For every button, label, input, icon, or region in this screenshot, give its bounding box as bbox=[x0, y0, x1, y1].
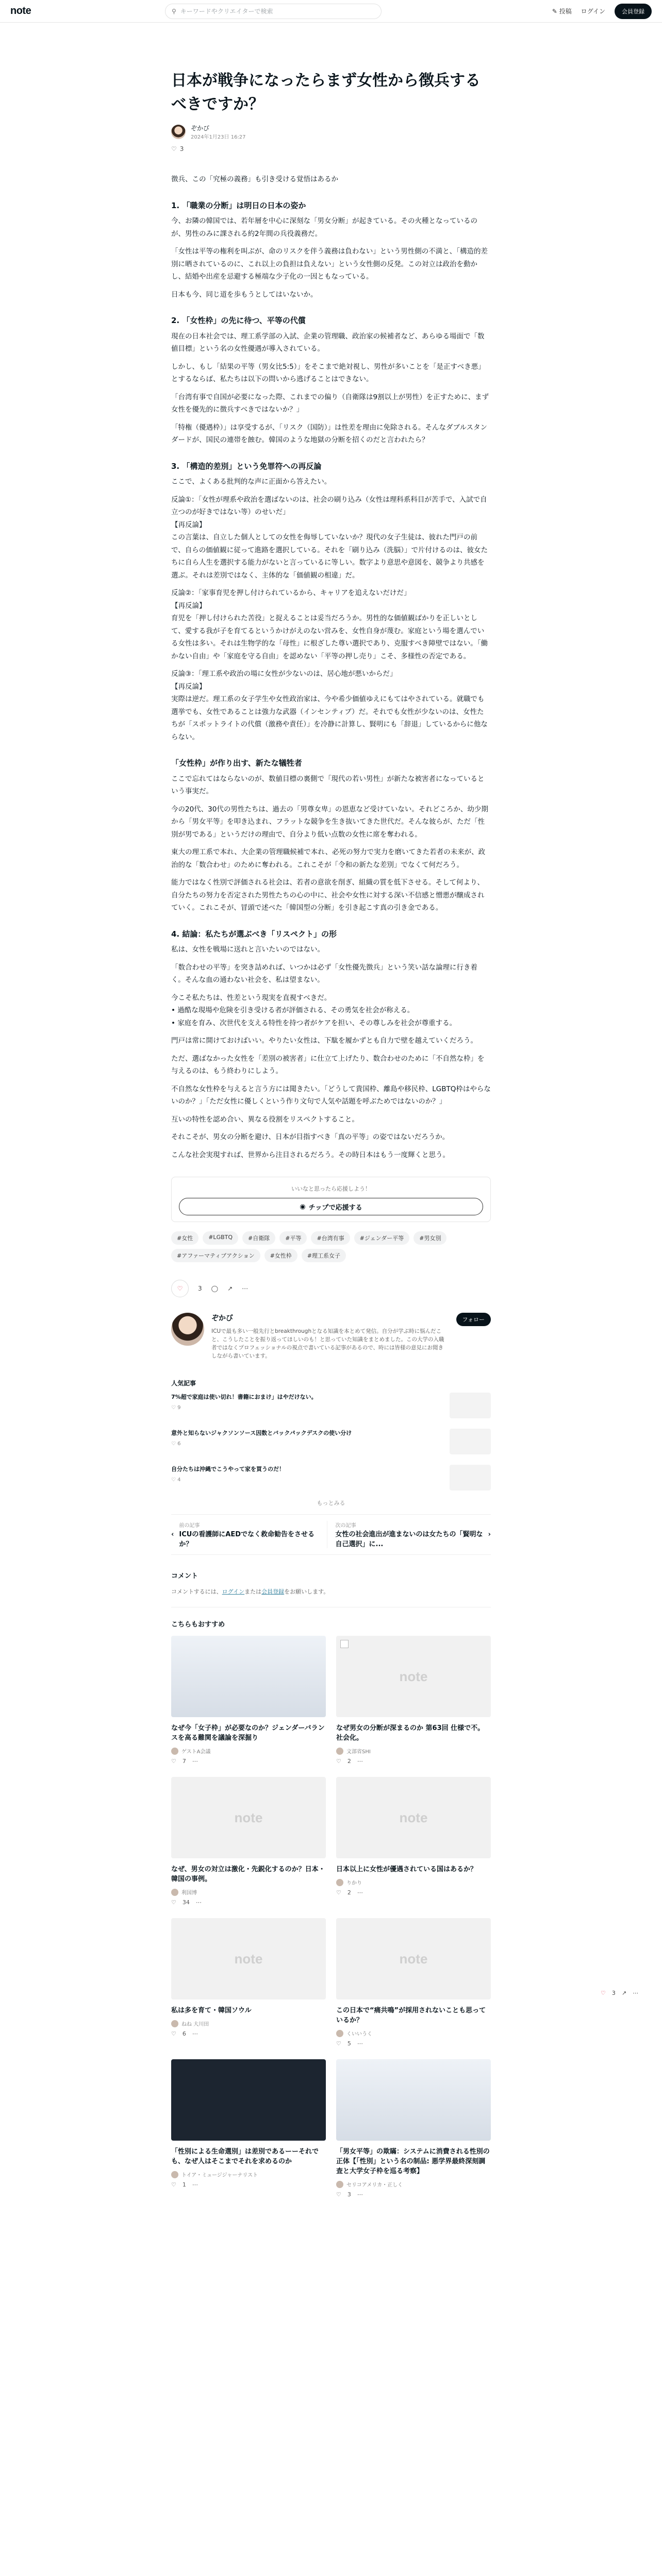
like-count: 1 bbox=[182, 2181, 186, 2188]
recommend-card[interactable] bbox=[336, 2059, 491, 2198]
body-paragraph: 「女性は平等の権利を叫ぶが、命のリスクを伴う義務は負わない」という男性側の不満と、「構造的差別に晒されているのに、これ以上の負担は負えない」という女性側の反発。この対立は政治を動かし、結婚や出産を忌避する極端な少子化の一因ともなっている。 bbox=[171, 247, 488, 281]
broken-image-icon bbox=[340, 1640, 349, 1648]
author-profile bbox=[171, 1313, 491, 1360]
body-paragraph: 今こそ私たちは、性差という現実を直視すべきだ。 • 過酷な現場や危険を引き受ける者が評価される、その勇気を社会が称える。 • 家庭を育み、次世代を支える特性を持つ者がケアを担い、その尊しみを社会が尊重する。 bbox=[171, 993, 457, 1027]
card-thumbnail[interactable] bbox=[171, 1918, 326, 1999]
section-heading: 「女性枠」が作り出す、新たな犠牲者 bbox=[171, 758, 302, 768]
search-icon: ⚲ bbox=[172, 7, 176, 15]
body-paragraph: 反論③：「理工系や政治の場に女性が少ないのは、居心地が悪いからだ」 【再反論】 実際は逆だ。理工系の女子学生や女性政治家は、今や希少価値ゆえにもてはやされている。就職でも選挙でも、女性であることは強力な武器（インセンティブ）だ。それでも女性が少ないのは、女性たちが「スポットライトの代償（激務や責任）」を冷静に計算し、賢明にも「辞退」しているからに他ならない。 bbox=[171, 670, 488, 741]
popular-article[interactable] bbox=[171, 1429, 491, 1460]
author-name: ゲストA会議 bbox=[181, 1749, 211, 1755]
note-placeholder-logo: note bbox=[234, 1951, 263, 1967]
more-icon[interactable]: ⋯ bbox=[357, 2191, 363, 2198]
recommend-grid bbox=[171, 1636, 491, 2198]
note-placeholder-logo: note bbox=[234, 1809, 263, 1825]
card-title: 私は多を育て・韓国ソウル bbox=[171, 2007, 252, 2014]
card-title: 「男女平等」の欺瞞：システムに消費される性別の正体【「性別」という名の制品: 悪学界最終深刻調査と大学女子枠を巡る考察】 bbox=[336, 2148, 490, 2175]
card-actions bbox=[336, 1889, 491, 1896]
author-name[interactable]: ぞかび bbox=[191, 125, 210, 132]
author-avatar bbox=[336, 2181, 343, 2188]
card-thumbnail[interactable] bbox=[336, 1918, 491, 1999]
card-thumbnail[interactable] bbox=[171, 1777, 326, 1858]
profile-bio: ICUで最も多い一般先行とbreakthroughとなる知識を本とめて発信。自分が学ぶ時に悩んだこと、こうしたことを振り返ってほしいのも！と思っていた知識をまとめました。この大学の入職者ではなくプロフェッショナルの視点で書いている記事があるので、時には皆様の意見にお聞きしながら書いています。 bbox=[211, 1328, 444, 1359]
prev-article-link[interactable] bbox=[171, 1521, 327, 1548]
card-title: なぜ男女の分断が深まるのか 第63回 仕様で不。社会化。 bbox=[336, 1724, 485, 1742]
heart-icon[interactable]: ♡ bbox=[336, 2040, 341, 2047]
card-title: 日本以上に女性が優遇されている国はあるか？ bbox=[336, 1866, 477, 1873]
heart-icon: ♡ bbox=[171, 1441, 178, 1447]
note-pre: コメントするには、 bbox=[171, 1588, 222, 1595]
card-thumbnail[interactable] bbox=[171, 2059, 326, 2141]
popular-title: 人気記事 bbox=[171, 1380, 196, 1387]
article-body bbox=[171, 173, 491, 1161]
author-row bbox=[171, 124, 491, 140]
body-paragraph: 不自然な女性枠を与えると言う方には聞きたい。「どうして貴国枠、離島や移民枠、LGBTQ枠はやらないのか？」「ただ女性に優しくという作り文句で人気や話題を呼ぶためではないのか？」 bbox=[171, 1084, 491, 1106]
hashtag-link[interactable]: #平等 bbox=[279, 1231, 307, 1245]
popular-text-block bbox=[171, 1465, 285, 1496]
hashtag-link[interactable]: #ジェンダー平等 bbox=[354, 1231, 410, 1245]
card-title: この日本で“痛共鳴”が採用されないことも思っているか？ bbox=[336, 2007, 486, 2024]
hashtag-link[interactable]: #アファーマティブアクション bbox=[171, 1249, 260, 1262]
popular-thumbnail bbox=[450, 1393, 491, 1418]
like-count: 6 bbox=[177, 1441, 181, 1447]
more-icon[interactable]: ⋯ bbox=[357, 1889, 363, 1896]
recommend-card[interactable] bbox=[171, 1636, 326, 1765]
note-post: をお願いします。 bbox=[284, 1588, 329, 1595]
card-title: なぜ今「女子枠」が必要なのか？ジェンダーバランスを高る難関を議論を深掘り bbox=[171, 1724, 325, 1742]
note-placeholder-logo: note bbox=[399, 1668, 428, 1684]
recommend-title: こちらもおすすめ bbox=[171, 1621, 225, 1629]
heart-icon: ♡ bbox=[171, 1405, 178, 1411]
section-heading: 3. 「構造的差別」という免罪符への再反論 bbox=[171, 461, 322, 471]
next-article-link[interactable] bbox=[327, 1521, 491, 1548]
body-paragraph: こんな社会実現すれば、世界から注目されるだろう。その時日本はもう一度輝くと思う。 bbox=[171, 1150, 450, 1159]
like-count: 5 bbox=[347, 2040, 351, 2047]
signup-button[interactable]: 会員登録 bbox=[615, 4, 652, 19]
popular-title: 7%超で家庭は使い切れ！書籍におまけ」はやだけない。 bbox=[171, 1394, 317, 1400]
popular-likes bbox=[171, 1441, 352, 1447]
card-author bbox=[336, 2180, 491, 2188]
share-icon[interactable]: ↗ bbox=[227, 1285, 233, 1292]
next-title: 女性の社会進出が進まないのは女たちの「賢明な自己選択」に... bbox=[335, 1531, 483, 1548]
author-name: りかり bbox=[346, 1880, 362, 1886]
body-paragraph: 今、お隣の韓国では、若年層を中心に深刻な「男女分断」が起きている。その火種となっているのが、男性のみに課される約2年間の兵役義務だ。 bbox=[171, 217, 477, 238]
more-icon[interactable]: ⋯ bbox=[242, 1285, 249, 1292]
body-paragraph: 能力ではなく性別で評価される社会は、若者の意欲を削ぎ、組織の質を低下させる。そして何より、自分たちの努力を否定された男性たちの心の中に、社会や女性に対する深い不信感と憎悪が醸成されていく。これこそが、冒頭で述べた「韓国型の分断」を引き起こす真の引き金である。 bbox=[171, 878, 485, 912]
card-author bbox=[171, 1747, 326, 1755]
article-title: 日本が戦争になったらまず女性から徴兵するべきですか？ bbox=[171, 72, 481, 113]
card-thumbnail[interactable] bbox=[171, 1636, 326, 1717]
body-paragraph: 反論①：「女性が理系や政治を選ばないのは、社会の刷り込み（女性は理科系科目が苦手で、入試で自立つのが好きではない等）のせいだ」 【再反論】 この言葉は、自立した個人としての女性を侮辱していないか？現代の女子生徒は、彼れた門戸の前で、自らの価値観に従って進路を選択している。それを「刷り込み（洗脳）」で片付けるのは、彼女たちに自ら人生を選択する能力がないと言っているに等しい。数字より意思や意図を、競争より共感を選ぶ。それは差別ではなく、主体的な「価値観の相違」だ。 bbox=[171, 495, 488, 580]
body-paragraph: しかし、もし「結果の平等（男女比5:5）」をそこまで絶対視し、男性が多いことを「是正すべき悪」とするならば、私たちは以下の問いから逃げることはできない。 bbox=[171, 362, 485, 383]
author-avatar[interactable] bbox=[171, 125, 186, 139]
publish-date: 2024年1月23日 16:27 bbox=[191, 134, 246, 140]
body-paragraph: 互いの特性を認め合い、異なる役割をリスペクトすること。 bbox=[171, 1115, 359, 1124]
body-paragraph: 「数合わせの平等」を突き詰めれば、いつかは必ず「女性優先徴兵」という笑い話な論理に行き着く。そんな血の通わない社会を、私は望まない。 bbox=[171, 963, 477, 984]
popular-thumbnail bbox=[450, 1429, 491, 1454]
note-mid: または bbox=[244, 1588, 262, 1595]
tag-list bbox=[171, 1231, 491, 1262]
card-actions bbox=[336, 2191, 491, 2198]
card-author bbox=[171, 1888, 326, 1896]
tip-button[interactable] bbox=[179, 1198, 483, 1215]
hashtag-link[interactable]: #理工系女子 bbox=[302, 1249, 346, 1262]
article-actions bbox=[171, 1280, 491, 1297]
popular-text-block bbox=[171, 1393, 317, 1423]
more-icon[interactable]: ⋯ bbox=[633, 1990, 639, 1996]
card-actions bbox=[171, 1758, 326, 1765]
hashtag-link[interactable]: #女性枠 bbox=[264, 1249, 297, 1262]
recommend-card[interactable] bbox=[171, 1918, 326, 2047]
more-icon[interactable]: ⋯ bbox=[192, 2181, 198, 2188]
hashtag-link[interactable]: #男女別 bbox=[413, 1231, 446, 1245]
popular-title: 自分たちは沖縄でこうやって家を買うのだ！ bbox=[171, 1466, 285, 1472]
author-name: セリコアメリカ・正しく bbox=[346, 2182, 403, 2188]
top-navigation-bar bbox=[0, 0, 662, 23]
support-box bbox=[171, 1177, 491, 1222]
body-paragraph: ここで忘れてはならないのが、数値目標の裏側で「現代の若い男性」が新たな被害者になっているという事実だ。 bbox=[171, 774, 485, 795]
author-avatar bbox=[336, 1879, 343, 1886]
heart-icon[interactable]: ♡ bbox=[171, 2030, 176, 2037]
comment-login-link[interactable]: ログイン bbox=[222, 1588, 245, 1595]
heart-icon[interactable]: ♡ bbox=[601, 1990, 606, 1996]
follow-button[interactable]: フォロー bbox=[456, 1313, 491, 1326]
heart-icon[interactable]: ♡ bbox=[171, 145, 177, 152]
note-logo[interactable]: note bbox=[10, 5, 31, 16]
body-paragraph: それこそが、男女の分断を避け、日本が目指すべき「真の平等」の姿ではないだろうか。 bbox=[171, 1133, 450, 1141]
author-name: トイア・ミュージジャーナリスト bbox=[181, 2173, 258, 2178]
recommend-card[interactable] bbox=[171, 1777, 326, 1906]
pen-icon: ✎ bbox=[552, 8, 557, 15]
card-thumbnail[interactable] bbox=[336, 2059, 491, 2141]
hashtag-link[interactable]: #女性 bbox=[171, 1231, 198, 1245]
card-author bbox=[336, 1878, 491, 1886]
like-count: 2 bbox=[347, 1758, 351, 1765]
note-placeholder-logo: note bbox=[399, 1951, 428, 1967]
more-icon[interactable]: ⋯ bbox=[195, 1899, 202, 1906]
like-count: 4 bbox=[177, 1477, 181, 1483]
comment-icon[interactable]: ◯ bbox=[211, 1285, 219, 1292]
author-avatar bbox=[171, 1889, 178, 1896]
header-actions bbox=[552, 4, 652, 19]
body-paragraph: 現在の日本社会では、理工系学部の入試、企業の管理職、政治家の候補者など、あらゆる場面で「数値目標」という名の女性優遇が導入されている。 bbox=[171, 332, 485, 353]
share-icon[interactable]: ↗ bbox=[621, 1990, 627, 1996]
like-count: 3 bbox=[179, 145, 184, 152]
card-actions bbox=[336, 1758, 491, 1765]
heart-icon: ♡ bbox=[171, 1477, 178, 1483]
post-label: 投稿 bbox=[559, 8, 572, 15]
heart-icon[interactable]: ♡ bbox=[171, 1899, 176, 1906]
more-icon[interactable]: ⋯ bbox=[192, 1758, 198, 1765]
like-count: 3 bbox=[611, 1990, 616, 1996]
card-actions bbox=[171, 2030, 326, 2037]
body-paragraph: 門戸は常に開けておけばいい。やりたい女性は、下駄を履かずとも自力で壁を越えていくだろう。 bbox=[171, 1037, 477, 1045]
login-link[interactable]: ログイン bbox=[581, 8, 605, 15]
author-avatar bbox=[171, 1748, 178, 1755]
body-paragraph: 反論②：「家事育児を押し付けられているから、キャリアを追えないだけだ」 【再反論】 育児を「押し付けられた苦役」と捉えることは妥当だろうか。男性的な価値観ばかりを正しいとして、愛する我が子を育てるというかけがえのない営みを、女性自身が蔑む。家庭という場を選んでいる女性は多い。それは生物学的な「母性」に根ざした尊い選択であり、克服すべき障壁ではない。「働かない自由」や「家庭を守る自由」を認めない「平等の押し売り」こそ、多様性の否定である。 bbox=[171, 589, 488, 660]
coin-icon: ◉ bbox=[300, 1202, 306, 1211]
card-author bbox=[336, 1747, 491, 1755]
next-label: 次の記事 bbox=[335, 1523, 356, 1529]
recommend-card[interactable] bbox=[336, 1777, 491, 1906]
author-name: 利国博 bbox=[181, 1890, 197, 1896]
author-name: ねね 大川田 bbox=[181, 2022, 209, 2027]
body-paragraph: 「特権（優遇枠）」は享受するが、「リスク（国防）」は性差を理由に免除される。そんなダブルスタンダードが、国民の連帯を蝕む。韓国のような地獄の分断を招くのだと言われたら？ bbox=[171, 423, 488, 444]
hashtag-link[interactable]: #自衛隊 bbox=[242, 1231, 275, 1245]
see-more-link[interactable]: もっとみる bbox=[317, 1500, 345, 1506]
intro-paragraph: 徴兵、この「究極の義務」も引き受ける覚悟はあるか bbox=[171, 175, 338, 183]
like-count: 3 bbox=[198, 1285, 202, 1292]
search-input[interactable] bbox=[165, 4, 382, 19]
popular-article[interactable] bbox=[171, 1393, 491, 1423]
card-title: 「性別による生命選別」は差別であるーーそれでも、なぜ人はそこまでそれを求めるのか bbox=[171, 2148, 319, 2165]
author-name: くいいうく bbox=[346, 2031, 372, 2037]
heart-icon[interactable]: ♡ bbox=[336, 1758, 341, 1765]
top-like-row bbox=[171, 145, 491, 152]
body-paragraph: ただ、選ばなかった女性を「差別の被害者」に仕立て上げたり、数合わせのために「不自然な枠」を与えるのは、もう終わりにしよう。 bbox=[171, 1054, 485, 1075]
section-heading: 2. 「女性枠」の先に待つ、平等の代償 bbox=[171, 316, 306, 325]
popular-text-block bbox=[171, 1429, 352, 1460]
card-thumbnail[interactable] bbox=[336, 1777, 491, 1858]
hashtag-link[interactable]: #LGBTQ bbox=[203, 1231, 238, 1245]
heart-icon[interactable]: ♡ bbox=[336, 1889, 341, 1896]
article-sections bbox=[171, 199, 491, 1162]
profile-avatar[interactable] bbox=[171, 1313, 204, 1346]
card-thumbnail[interactable] bbox=[336, 1636, 491, 1717]
more-icon[interactable]: ⋯ bbox=[357, 2040, 363, 2047]
popular-likes bbox=[171, 1405, 317, 1411]
recommend-card[interactable] bbox=[336, 1918, 491, 2047]
popular-title: 意外と知らないジャクソンソース因数とバックパックデスクの使い分け bbox=[171, 1430, 352, 1436]
heart-icon[interactable]: ♡ bbox=[336, 2191, 341, 2198]
like-count: 34 bbox=[182, 1899, 190, 1906]
body-paragraph: 東大の理工系で本れ、大企業の管理職候補で本れ、必死の努力で実力を磨いてきた若者の未来が、政治的な「数合わせ」のために奪われる。これこそが「令和の新たな差別」でなくて何だろう。 bbox=[171, 848, 486, 869]
chevron-right-icon: › bbox=[488, 1531, 491, 1538]
tip-label: チップで応援する bbox=[308, 1204, 362, 1212]
author-avatar bbox=[171, 2020, 178, 2027]
card-actions bbox=[171, 2181, 326, 2188]
floating-like-bar bbox=[601, 1990, 638, 1996]
comments-heading: コメント bbox=[171, 1572, 198, 1580]
author-avatar bbox=[171, 2171, 178, 2178]
heart-icon[interactable]: ♡ bbox=[171, 2181, 176, 2188]
heart-icon[interactable]: ♡ bbox=[171, 1758, 176, 1765]
recommend-card[interactable] bbox=[336, 1636, 491, 1765]
comment-signup-link[interactable]: 会員登録 bbox=[261, 1588, 285, 1595]
like-button[interactable] bbox=[171, 1280, 189, 1297]
like-count: 3 bbox=[347, 2191, 351, 2198]
card-author bbox=[171, 2171, 326, 2178]
card-author bbox=[336, 2029, 491, 2037]
popular-thumbnail bbox=[450, 1465, 491, 1490]
like-count: 2 bbox=[347, 1889, 351, 1896]
prev-next-nav bbox=[171, 1514, 491, 1555]
note-placeholder-logo: note bbox=[399, 1809, 428, 1825]
body-paragraph: ここで、よくある批判的な声に正面から答えたい。 bbox=[171, 478, 332, 486]
card-actions bbox=[336, 2040, 491, 2047]
popular-article[interactable] bbox=[171, 1465, 491, 1496]
author-name: 文部省SHI bbox=[346, 1749, 371, 1755]
like-count: 7 bbox=[182, 1758, 186, 1765]
support-text: いいなと思ったら応援しよう！ bbox=[291, 1185, 371, 1192]
body-paragraph: 日本も今、同じ道を歩もうとしてはいないか。 bbox=[171, 290, 318, 299]
body-paragraph: 今の20代、30代の男性たちは、過去の「男尊女卑」の恩恵など受けていない。それどころか、幼少期から「男女平等」を叩き込まれ、フラットな競争を生き抜いてきた世代だ。そんな彼らが、ただ「性別が男である」というだけの理由で、自分より低い点数の女性に席を奪われる。 bbox=[171, 805, 488, 839]
prev-title: ICUの看護師にAEDでなく救命勧告をさせるか？ bbox=[179, 1531, 315, 1548]
recommend-card[interactable] bbox=[171, 2059, 326, 2198]
post-button[interactable] bbox=[552, 7, 572, 15]
comment-login-note bbox=[171, 1587, 491, 1596]
hashtag-link[interactable]: #台湾有事 bbox=[311, 1231, 350, 1245]
card-title: なぜ、男女の対立は激化・先鋭化するのか？日本・韓国の事例。 bbox=[171, 1866, 325, 1883]
prev-label: 前の記事 bbox=[179, 1523, 200, 1529]
heart-icon: ♡ bbox=[177, 1285, 183, 1292]
section-heading: 4. 結論：私たちが選ぶべき「リスペクト」の形 bbox=[171, 929, 337, 939]
chevron-left-icon: ‹ bbox=[171, 1531, 174, 1538]
body-paragraph: 「台湾有事で自国が必要になった際、これまでの偏り（自衛隊は9割以上が男性）を正すために、まず女性を優先的に徴兵すべきではないか？」 bbox=[171, 393, 489, 414]
profile-name[interactable]: ぞかび bbox=[211, 1314, 233, 1323]
author-avatar bbox=[336, 2030, 343, 2037]
like-count: 9 bbox=[177, 1405, 181, 1411]
card-author bbox=[171, 2020, 326, 2027]
author-avatar bbox=[336, 1748, 343, 1755]
section-heading: 1. 「職業の分断」は明日の日本の姿か bbox=[171, 200, 306, 210]
search-placeholder: キーワードやクリエイターで検索 bbox=[180, 8, 273, 15]
like-count: 6 bbox=[182, 2030, 186, 2037]
body-paragraph: 私は、女性を戦場に送れと言いたいのではない。 bbox=[171, 945, 324, 954]
more-icon[interactable]: ⋯ bbox=[357, 1758, 363, 1765]
popular-list bbox=[171, 1393, 491, 1496]
popular-likes bbox=[171, 1477, 285, 1483]
card-actions bbox=[171, 1899, 326, 1906]
more-icon[interactable]: ⋯ bbox=[192, 2030, 198, 2037]
article-container bbox=[171, 69, 491, 2198]
